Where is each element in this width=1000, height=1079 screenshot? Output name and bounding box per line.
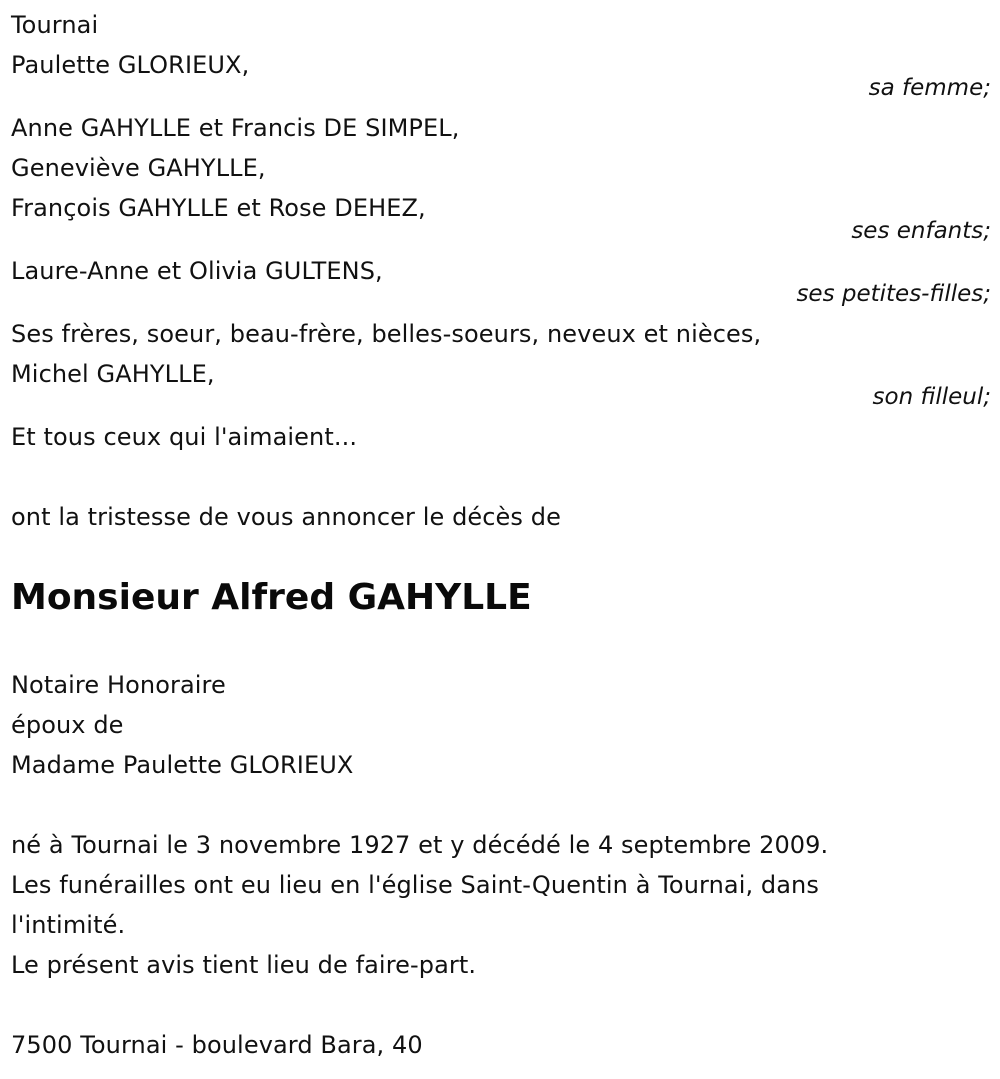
city-line: Tournai xyxy=(11,11,99,39)
profession-line: Notaire Honoraire xyxy=(11,671,226,699)
all-others-line: Et tous ceux qui l'aimaient... xyxy=(11,423,358,451)
obituary-notice xyxy=(11,0,991,1079)
siblings-line: Ses frères, soeur, beau-frère, belles-soeurs, neveux et nièces, xyxy=(11,320,762,348)
child-line-1: Anne GAHYLLE et Francis DE SIMPEL, xyxy=(11,114,460,142)
funeral-line: Les funérailles ont eu lieu en l'église Saint-Quentin à Tournai, dans xyxy=(11,871,819,899)
children-role: ses enfants; xyxy=(851,218,991,244)
granddaughters-line: Laure-Anne et Olivia GULTENS, xyxy=(11,257,383,285)
spouse-prefix-line: époux de xyxy=(11,711,124,739)
address-line: 7500 Tournai - boulevard Bara, 40 xyxy=(11,1031,423,1059)
child-line-2: Geneviève GAHYLLE, xyxy=(11,154,266,182)
child-line-3: François GAHYLLE et Rose DEHEZ, xyxy=(11,194,426,222)
funeral-line-continued: l'intimité. xyxy=(11,911,126,939)
announcement-intro: ont la tristesse de vous annoncer le décès de xyxy=(11,503,561,531)
spouse-name-line: Madame Paulette GLORIEUX xyxy=(11,751,354,779)
godson-role: son filleul; xyxy=(872,384,991,410)
wife-name: Paulette GLORIEUX, xyxy=(11,51,250,79)
notice-statement: Le présent avis tient lieu de faire-part. xyxy=(11,951,477,979)
deceased-name: Monsieur Alfred GAHYLLE xyxy=(11,577,532,618)
granddaughters-role: ses petites-filles; xyxy=(796,281,991,307)
birth-death-line: né à Tournai le 3 novembre 1927 et y décédé le 4 septembre 2009. xyxy=(11,831,829,859)
wife-role: sa femme; xyxy=(868,75,991,101)
godson-name: Michel GAHYLLE, xyxy=(11,360,215,388)
